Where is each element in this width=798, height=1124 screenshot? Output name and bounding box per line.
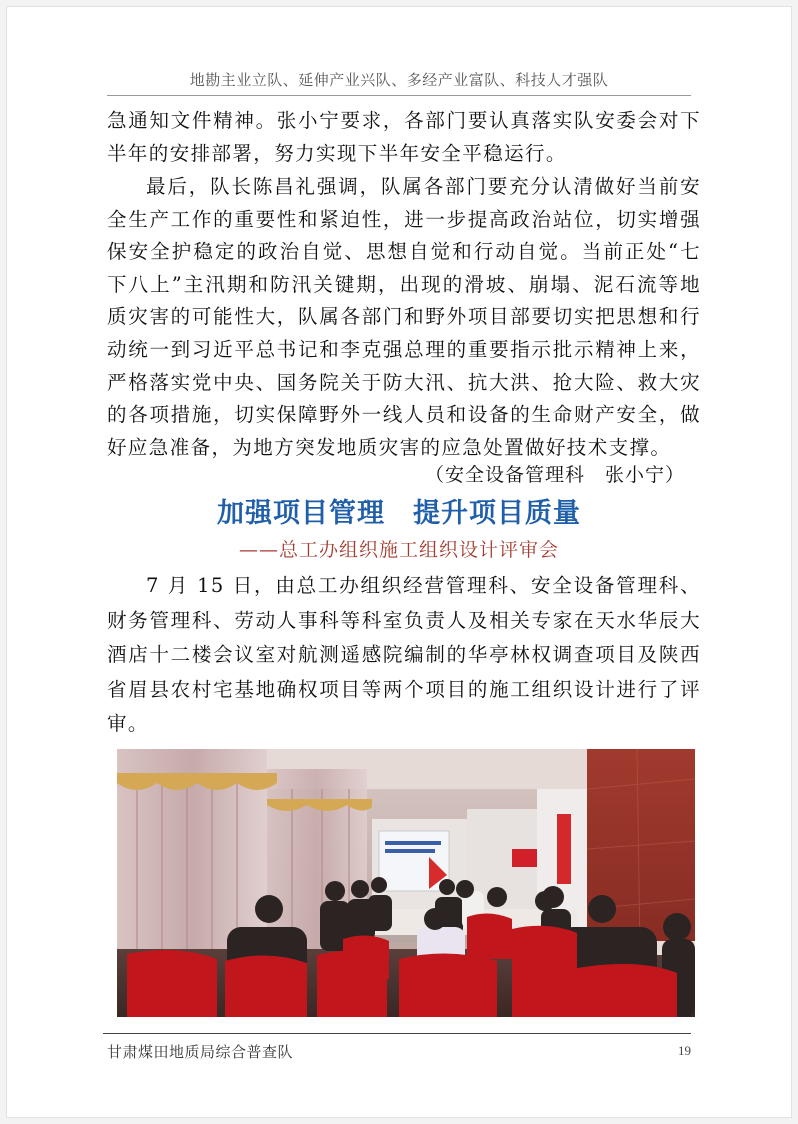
article-body: 7 月 15 日，由总工办组织经营管理科、安全设备管理科、财务管理科、劳动人事科等科室负责人及相关专家在天水华辰大酒店十二楼会议室对航测遥感院编制的华亭林权调查项目及陕西省眉县农村宅基地确权项目等两个项目的施工组织设计进行了评审。 <box>107 574 701 735</box>
article-subtitle: ——总工办组织施工组织设计评审会 <box>238 539 559 561</box>
page-header-motto: 地勘主业立队、延伸产业兴队、多经产业富队、科技人才强队 <box>189 71 609 89</box>
header-divider <box>107 95 691 96</box>
article-title: 加强项目管理 提升项目质量 <box>217 498 581 529</box>
paragraph-2: 最后，队长陈昌礼强调，队属各部门要充分认清做好当前安全生产工作的重要性和紧迫性，进一步提高政治站位，切实增强保安全护稳定的政治自觉、思想自觉和行动自觉。当前正处“七下八上”主汛期和防汛关键期，出现的滑坡、崩塌、泥石流等地质灾害的可能性大，队属各部门和野外项目部要切实把思想和行动统一到习近平总书记和李克强总理的重要指示批示精神上来，严格落实党中央、国务院关于防大汛、抗大洪、抢大险、救大灾的各项措施，切实保障野外一线人员和设备的生命财产安全，做好应急准备，为地方突发地质灾害的应急处置做好技术支撑。 <box>107 175 701 459</box>
footer-divider <box>103 1033 691 1034</box>
author-signature: （安全设备管理科 张小宁） <box>424 464 685 486</box>
paragraph-1: 急通知文件精神。张小宁要求，各部门要认真落实队安委会对下半年的安排部署，努力实现下半年安全平稳运行。 <box>107 109 701 165</box>
meeting-scene-illustration <box>117 749 695 1017</box>
meeting-photo <box>117 749 695 1017</box>
page-number: 19 <box>678 1043 691 1058</box>
footer-organization: 甘肃煤田地质局综合普查队 <box>107 1043 294 1061</box>
document-page <box>6 6 792 1118</box>
